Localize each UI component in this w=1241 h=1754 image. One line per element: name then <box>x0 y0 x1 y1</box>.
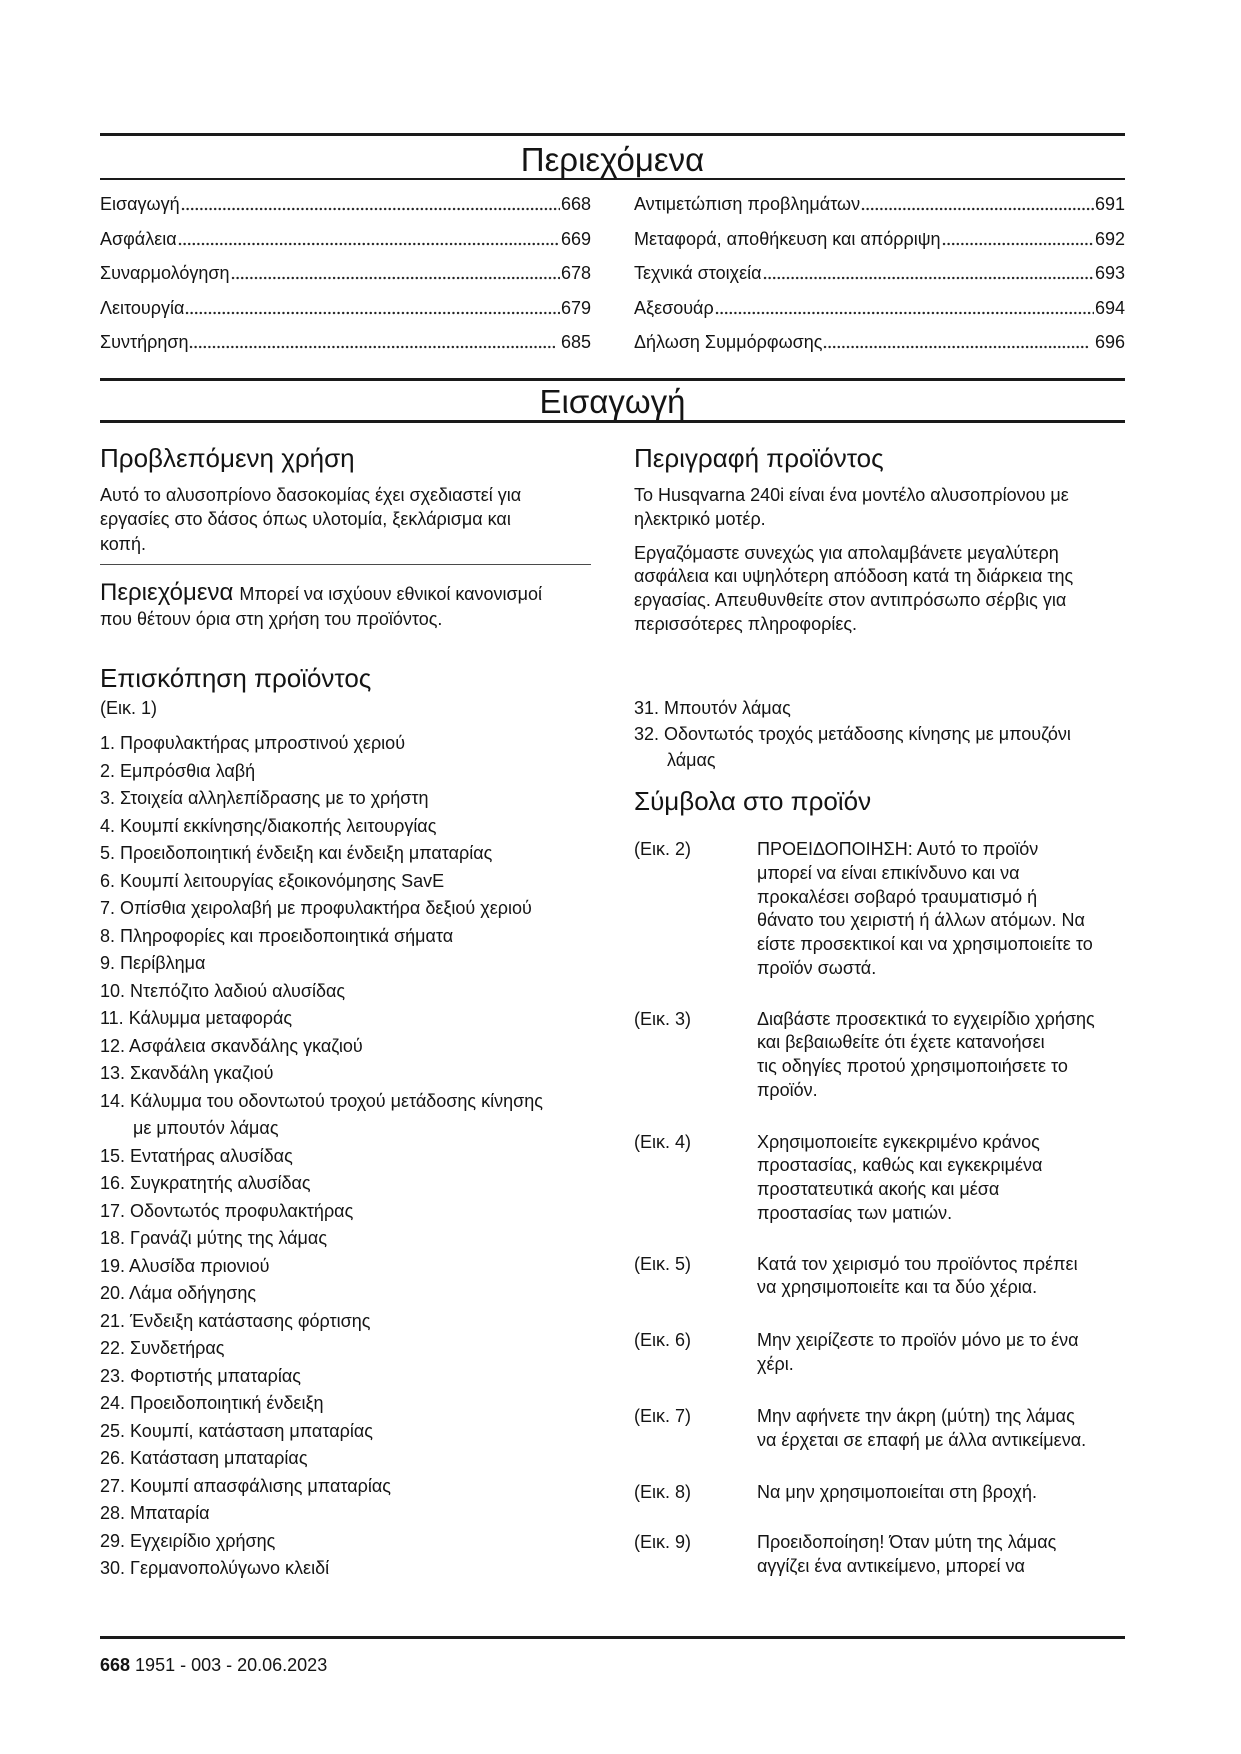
toc-entry-label: Αντιμετώπιση προβλημάτων <box>634 194 861 214</box>
list-item: 20. Λάμα οδήγησης <box>100 1283 257 1303</box>
text-line: προστασίας, καθώς και εγκεκριμένα <box>757 1155 1043 1176</box>
toc-entry-page: 692 <box>1094 228 1125 249</box>
list-item: 1. Προφυλακτήρας μπροστινού χεριού <box>100 733 406 753</box>
text-line: θάνατο του χειριστή ή άλλων ατόμων. Να <box>757 910 1085 931</box>
text-line: χέρι. <box>757 1353 794 1374</box>
product-overview-heading: Επισκόπηση προϊόντος <box>100 663 372 693</box>
text-line: Να μην χρησιμοποιείται στη βροχή. <box>757 1481 1037 1502</box>
toc-entry-page: 694 <box>1094 297 1125 318</box>
text-line: ΠΡΟΕΙΔΟΠΟΙΗΣΗ: Αυτό το προϊόν <box>757 839 1039 859</box>
toc-entry-page: 679 <box>560 297 591 318</box>
toc-entry-page: 668 <box>560 194 591 214</box>
text-line: μπορεί να είναι επικίνδυνο και να <box>757 862 1020 883</box>
symbol-description <box>757 1253 1078 1301</box>
list-item: 28. Μπαταρία <box>100 1503 210 1523</box>
symbol-entry <box>634 1405 1086 1453</box>
text-line: προστασίας των ματιών. <box>757 1202 953 1223</box>
symbol-figure-ref: (Εικ. 5) <box>634 1253 692 1274</box>
intended-use-text <box>100 483 521 557</box>
product-description-paragraph <box>634 542 1073 637</box>
figure-reference: (Εικ. 1) <box>100 698 158 718</box>
text-line: προστατευτικά ακοής και μέσα <box>757 1179 1000 1200</box>
toc-entry-label: Αξεσουάρ <box>634 297 714 318</box>
page-footer <box>100 1653 327 1677</box>
list-item: 30. Γερμανοπολύγωνο κλειδί <box>100 1558 330 1578</box>
toc-entry-operation[interactable] <box>100 291 591 326</box>
toc-title: Περιεχόμενα <box>520 141 705 178</box>
text-line: Το Husqvarna 240i είναι ένα μοντέλο αλυσοπρίονου με <box>634 484 1069 505</box>
text-line: και βεβαιωθείτε ότι έχετε κατανοήσει <box>757 1032 1045 1053</box>
toc-entry-troubleshooting[interactable] <box>634 187 1125 222</box>
symbol-entry <box>634 1253 1078 1301</box>
text-line: ηλεκτρικό μοτέρ. <box>634 509 766 530</box>
list-item: 17. Οδοντωτός προφυλακτήρας <box>100 1200 354 1221</box>
toc-entry-page: 685 <box>560 332 591 352</box>
note-label: Περιεχόμενα <box>100 579 234 606</box>
section-title: Εισαγωγή <box>539 383 686 420</box>
toc-entry-label: Δήλωση Συμμόρφωσης <box>634 332 823 352</box>
list-item: 10. Ντεπόζιτο λαδιού αλυσίδας <box>100 980 346 1001</box>
toc-entry-page: 669 <box>560 228 591 249</box>
list-item-continuation: με μπουτόν λάμας <box>133 1118 279 1138</box>
list-item: 14. Κάλυμμα του οδοντωτού τροχού μετάδοσης κίνησης <box>100 1090 543 1111</box>
symbol-figure-ref: (Εικ. 4) <box>634 1131 692 1152</box>
text-line: Αυτό το αλυσοπρίονο δασοκομίας έχει σχεδιαστεί για <box>100 484 522 505</box>
section-rule-bottom <box>100 420 1125 423</box>
toc-leader-dots <box>181 207 560 211</box>
product-description-heading: Περιγραφή προϊόντος <box>634 443 884 473</box>
toc-entry-maintenance[interactable] <box>100 325 591 360</box>
text-line: Μην αφήνετε την άκρη (μύτη) της λάμας <box>757 1406 1075 1426</box>
document-info: 1951 - 003 - 20.06.2023 <box>135 1655 328 1675</box>
text-line: Διαβάστε προσεκτικά το εγχειρίδιο χρήσης <box>757 1008 1095 1029</box>
toc-title-rule <box>100 178 1125 180</box>
list-item: 21. Ένδειξη κατάστασης φόρτισης <box>100 1310 371 1331</box>
list-item: 15. Εντατήρας αλυσίδας <box>100 1145 293 1166</box>
list-item: 26. Κατάσταση μπαταρίας <box>100 1448 308 1468</box>
toc-entry-page: 693 <box>1094 263 1125 283</box>
toc-entry-label: Ασφάλεια <box>100 228 177 249</box>
symbol-entry <box>634 838 1093 981</box>
list-item: 27. Κουμπί απασφάλισης μπαταρίας <box>100 1475 391 1496</box>
product-overview-list-continued <box>634 695 1071 773</box>
footer-rule <box>100 1636 1125 1639</box>
text-line: Προειδοποίηση! Όταν μύτη της λάμας <box>757 1532 1057 1552</box>
toc-entry-technical-data[interactable] <box>634 256 1125 291</box>
text-line: εργασίας. Απευθυνθείτε στον αντιπρόσωπο σέρβις για <box>634 590 1067 611</box>
list-item: 23. Φορτιστής μπαταρίας <box>100 1365 301 1386</box>
intended-use-heading: Προβλεπόμενη χρήση <box>100 443 355 473</box>
list-item: 32. Οδοντωτός τροχός μετάδοσης κίνησης με μπουζόνι <box>634 724 1071 744</box>
toc-entry-page: 678 <box>560 263 591 283</box>
text-line: αγγίζει ένα αντικείμενο, μπορεί να <box>757 1555 1025 1576</box>
toc-entry-transport-storage-disposal[interactable] <box>634 222 1125 257</box>
toc-entry-label: Λειτουργία <box>100 297 185 318</box>
list-item-continuation: λάμας <box>667 750 716 770</box>
text-line: κοπή. <box>100 534 146 555</box>
symbols-heading: Σύμβολα στο προϊόν <box>634 786 872 816</box>
product-description-paragraph <box>634 483 1069 533</box>
text-line: είστε προσεκτικοί και να χρησιμοποιείτε το <box>757 934 1093 955</box>
toc-column-right <box>634 187 1125 360</box>
toc-entry-accessories[interactable] <box>634 291 1125 326</box>
note-text: Μπορεί να ισχύουν εθνικοί κανονισμοί <box>239 584 543 604</box>
text-line: να έρχεται σε επαφή με άλλα αντικείμενα. <box>757 1429 1087 1450</box>
product-overview-list <box>100 730 543 1583</box>
list-item: 7. Οπίσθια χειρολαβή με προφυλακτήρα δεξιού χεριού <box>100 898 532 918</box>
toc-leader-dots <box>185 311 560 315</box>
text-line: να χρησιμοποιείτε και τα δύο χέρια. <box>757 1277 1038 1298</box>
symbol-figure-ref: (Εικ. 9) <box>634 1532 692 1552</box>
toc-entry-label: Συναρμολόγηση <box>100 263 230 283</box>
list-item: 5. Προειδοποιητική ένδειξη και ένδειξη μπαταρίας <box>100 843 493 863</box>
symbol-figure-ref: (Εικ. 3) <box>634 1008 692 1029</box>
text-line: περισσότερες πληροφορίες. <box>634 613 858 634</box>
list-item: 4. Κουμπί εκκίνησης/διακοπής λειτουργίας <box>100 815 437 836</box>
toc-leader-dots <box>231 276 560 280</box>
text-line: Χρησιμοποιείτε εγκεκριμένο κράνος <box>757 1131 1040 1152</box>
list-item: 8. Πληροφορίες και προειδοποιητικά σήματα <box>100 925 454 946</box>
text-line: προϊόν σωστά. <box>757 957 877 978</box>
text-line <box>100 580 542 607</box>
list-item: 6. Κουμπί λειτουργίας εξοικονόμησης SavE <box>100 870 445 891</box>
toc-leader-dots <box>178 242 560 246</box>
text-line: ασφάλεια και υψηλότερη απόδοση κατά τη διάρκεια της <box>634 566 1074 587</box>
symbol-figure-ref: (Εικ. 7) <box>634 1406 692 1426</box>
symbol-entry <box>634 1131 1042 1226</box>
text-line: που θέτουν όρια στη χρήση του προϊόντος. <box>100 609 443 629</box>
list-item: 12. Ασφάλεια σκανδάλης γκαζιού <box>100 1035 363 1056</box>
symbol-description <box>757 1008 1095 1103</box>
list-item: 16. Συγκρατητής αλυσίδας <box>100 1173 311 1193</box>
text-line: Κατά τον χειρισμό του προϊόντος πρέπει <box>757 1253 1078 1274</box>
toc-entry-declaration-of-conformity[interactable] <box>634 325 1125 360</box>
list-item: 9. Περίβλημα <box>100 953 206 973</box>
symbol-figure-ref: (Εικ. 6) <box>634 1330 692 1350</box>
text-line: εργασίες στο δάσος όπως υλοτομία, ξεκλάρισμα και <box>100 509 511 530</box>
symbol-figure-ref: (Εικ. 2) <box>634 839 692 859</box>
toc-entry-label: Συντήρηση <box>100 332 189 352</box>
text-line: Εργαζόμαστε συνεχώς για απολαμβάνετε μεγαλύτερη <box>634 542 1059 563</box>
toc-leader-dots <box>715 311 1094 315</box>
regulations-note <box>100 580 542 632</box>
list-item: 2. Εμπρόσθια λαβή <box>100 760 256 781</box>
toc-entry-assembly[interactable] <box>100 256 591 291</box>
section-rule-top <box>100 378 1125 381</box>
toc-entry-label: Μεταφορά, αποθήκευση και απόρριψη <box>634 228 941 249</box>
list-item: 24. Προειδοποιητική ένδειξη <box>100 1393 324 1413</box>
toc-entry-page: 691 <box>1094 194 1125 214</box>
text-line: Μην χειρίζεστε το προϊόν μόνο με το ένα <box>757 1330 1079 1350</box>
symbol-entry <box>634 1481 1037 1505</box>
top-rule <box>100 133 1125 136</box>
toc-column-left <box>100 187 591 360</box>
symbol-figure-ref: (Εικ. 8) <box>634 1481 692 1502</box>
list-item: 22. Συνδετήρας <box>100 1338 225 1358</box>
toc-entry-label: Τεχνικά στοιχεία <box>634 263 762 283</box>
text-line: προκαλέσει σοβαρό τραυματισμό ή <box>757 886 1038 907</box>
toc-entry-introduction[interactable] <box>100 187 591 222</box>
text-line: προϊόν. <box>757 1079 818 1100</box>
symbol-description <box>757 1481 1037 1505</box>
toc-leader-dots <box>942 242 1094 246</box>
toc-leader-dots <box>861 207 1094 211</box>
list-item: 31. Μπουτόν λάμας <box>634 698 791 718</box>
symbol-entry <box>634 1531 1056 1579</box>
note-divider <box>100 564 591 565</box>
list-item: 13. Σκανδάλη γκαζιού <box>100 1063 274 1083</box>
page-number: 668 <box>100 1655 131 1675</box>
list-item: 11. Κάλυμμα μεταφοράς <box>100 1008 293 1028</box>
toc-entry-safety[interactable] <box>100 222 591 257</box>
symbol-entry <box>634 1008 1095 1103</box>
toc-entry-page: 696 <box>1094 332 1125 352</box>
symbol-entry <box>634 1329 1079 1377</box>
list-item: 25. Κουμπί, κατάσταση μπαταρίας <box>100 1420 373 1441</box>
symbol-description <box>757 838 1093 981</box>
toc-entry-label: Εισαγωγή <box>100 194 180 214</box>
symbol-description <box>757 1131 1042 1226</box>
symbol-description <box>757 1531 1056 1579</box>
symbol-description <box>757 1329 1079 1377</box>
toc-leader-dots <box>763 276 1094 280</box>
toc-leader-dots <box>823 345 1089 349</box>
list-item: 29. Εγχειρίδιο χρήσης <box>100 1530 276 1551</box>
toc-leader-dots <box>189 345 554 349</box>
list-item: 18. Γρανάζι μύτης της λάμας <box>100 1228 327 1248</box>
symbol-description <box>757 1405 1086 1453</box>
list-item: 19. Αλυσίδα πριονιού <box>100 1255 270 1276</box>
list-item: 3. Στοιχεία αλληλεπίδρασης με το χρήστη <box>100 788 429 808</box>
text-line: τις οδηγίες προτού χρησιμοποιήσετε το <box>757 1056 1068 1077</box>
